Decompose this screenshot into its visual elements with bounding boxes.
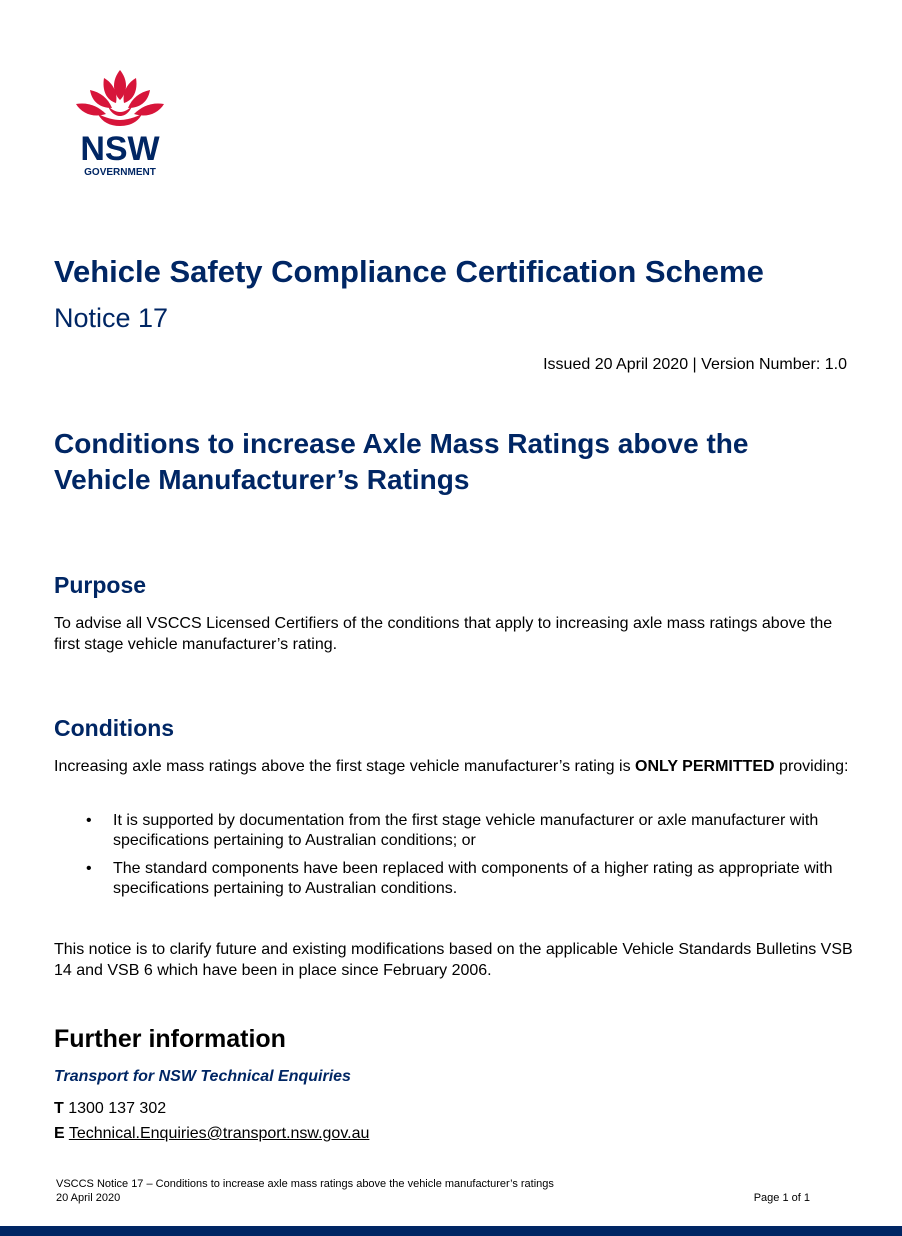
email-line [54,1125,369,1143]
list-item [54,811,844,851]
footer-bar [0,1226,902,1236]
conditions-heading: Conditions [54,715,175,741]
conditions-list [54,811,844,907]
document-heading-line-1: Conditions to increase Axle Mass Ratings above the [54,428,749,459]
conditions-intro-text: Increasing axle mass ratings above the first stage vehicle manufacturer’s rating is [54,758,636,775]
email-label: E [54,1125,65,1142]
document-heading [54,426,854,498]
footer-document-title: VSCCS Notice 17 – Conditions to increase axle mass ratings above the vehicle manufacturer’s ratings [56,1178,554,1190]
notice-number: Notice 17 [54,303,169,333]
page-number: Page 1 of 1 [753,1192,810,1204]
further-information-heading: Further information [54,1025,286,1053]
logo-wordmark: NSW [80,130,160,168]
page-title: Vehicle Safety Compliance Certification Scheme [54,254,764,289]
purpose-heading: Purpose [54,572,147,598]
logo-subtext: GOVERNMENT [84,167,156,178]
email-link[interactable]: Technical.Enquiries@transport.nsw.gov.au [68,1125,370,1142]
list-item-text: It is supported by documentation from the first stage vehicle manufacturer or axle manufacturer with specifications pertaining to Australian conditions; or [113,812,819,849]
list-item-text: The standard components have been replaced with components of a higher rating as appropriate with specifications pertaining to Australian conditions. [113,860,833,897]
bullet-icon: • [86,860,92,877]
document-heading-line-2: Vehicle Manufacturer’s Ratings [54,464,470,495]
nsw-government-logo [68,68,172,180]
phone-line [54,1100,166,1118]
issue-info: Issued 20 April 2020 | Version Number: 1.0 [543,356,847,373]
clarification-note: This notice is to clarify future and existing modifications based on the applicable Vehicle Standards Bulletins VSB 14 and VSB 6 which have been in place since February 2006. [54,941,853,979]
list-item [54,859,844,899]
purpose-text: To advise all VSCCS Licensed Certifiers of the conditions that apply to increasing axle mass ratings above the first stage vehicle manufacturer’s rating. [54,615,833,653]
conditions-intro-end: providing: [774,758,849,775]
conditions-emphasis: ONLY PERMITTED [635,758,775,775]
conditions-intro [54,756,854,777]
phone-label: T [54,1100,64,1117]
contact-organisation: Transport for NSW Technical Enquiries [54,1068,351,1085]
waratah-logo-graphic [68,68,172,180]
bullet-icon: • [86,812,92,829]
footer-date: 20 April 2020 [56,1192,121,1204]
phone-number: 1300 137 302 [68,1100,167,1117]
